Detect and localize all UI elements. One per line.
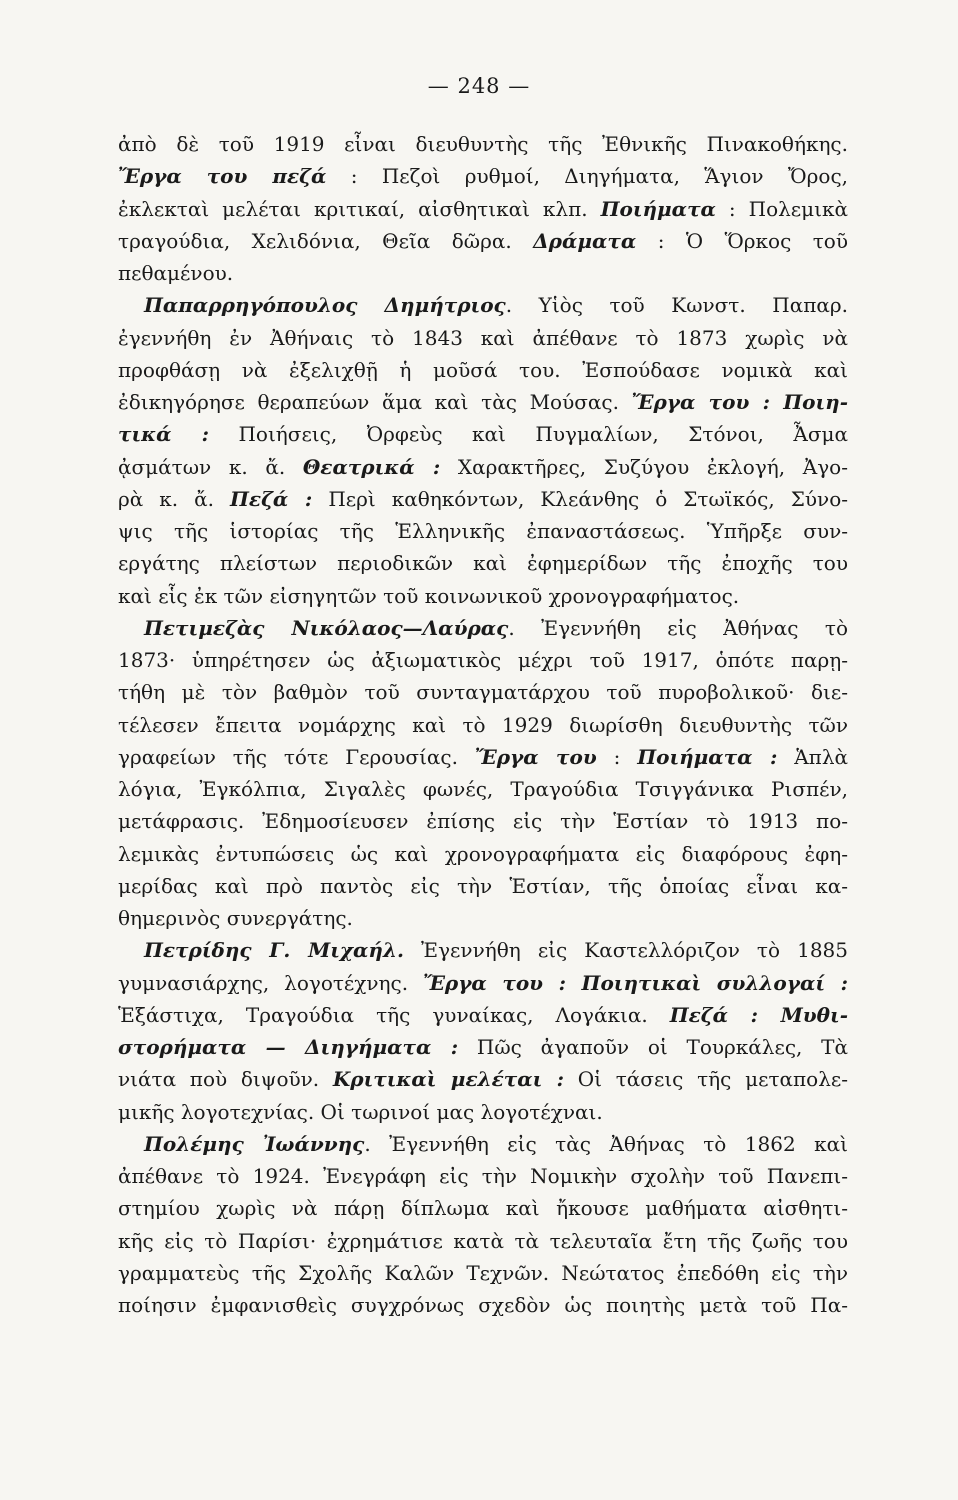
text-line — [118, 999, 848, 1031]
text-line — [118, 612, 848, 644]
bold-term: Ποιήματα : — [637, 744, 778, 769]
text-line — [118, 451, 848, 483]
text-line — [118, 257, 848, 289]
text-line — [118, 1289, 848, 1321]
bold-term: Ἔργα του πεζά — [118, 164, 327, 189]
text-line — [118, 128, 848, 160]
text-line — [118, 805, 848, 837]
text-segment: γραφείων τῆς τότε Γερουσίας. — [118, 744, 475, 769]
bold-term: Παπαρρηγόπουλος Δημήτριος — [144, 293, 506, 318]
text-line — [118, 1128, 848, 1160]
text-line — [118, 289, 848, 321]
text-segment: ᾀσμάτων κ. ἄ. — [118, 454, 303, 479]
text-segment: ποίησιν ἐμφανισθεὶς συγχρόνως σχεδὸν ὡς ποιητὴς μετὰ τοῦ Πα- — [118, 1293, 848, 1317]
text-line — [118, 580, 848, 612]
text-segment: μερίδας καὶ πρὸ παντὸς εἰς τὴν Ἑστίαν, τῆς ὁποίας εἶναι κα- — [118, 873, 848, 898]
text-line — [118, 1031, 848, 1063]
bold-term: στορήματα — Διηγήματα : — [118, 1035, 459, 1059]
bold-term: Ποιήματα — [600, 196, 716, 221]
text-segment: : Ὁ Ὅρκος τοῦ — [636, 228, 848, 253]
text-segment: Ἑξάστιχα, Τραγούδια τῆς γυναίκας, Λογάκια. — [118, 1002, 670, 1027]
bold-term: Δράματα — [533, 228, 637, 253]
text-segment: ἐκλεκταὶ μελέται κριτικαί, αἰσθητικαὶ κλπ. — [118, 196, 601, 221]
text-line — [118, 322, 848, 354]
text-segment: : Πεζοὶ ρυθμοί, Διηγήματα, Ἅγιον Ὄρος, — [326, 164, 848, 189]
text-segment: : Πολεμικὰ — [715, 196, 848, 221]
text-segment: νιάτα ποὺ διψοῦν. — [118, 1067, 333, 1092]
text-segment: τραγούδια, Χελιδόνια, Θεῖα δῶρα. — [118, 228, 534, 253]
bold-term: Πετρίδης Γ. Μιχαήλ. — [144, 938, 404, 963]
text-segment: καὶ εἷς ἐκ τῶν εἰσηγητῶν τοῦ κοινωνικοῦ χρονογραφήματος. — [118, 583, 740, 608]
text-segment: ρὰ κ. ἄ. — [118, 486, 231, 511]
text-segment: Ἁπλὰ — [777, 744, 848, 769]
text-line — [118, 1063, 848, 1095]
text-line — [118, 934, 848, 966]
text-segment: στημίου χωρὶς νὰ πάρῃ δίπλωμα καὶ ἤκουσε μαθήματα αἰσθητι- — [118, 1196, 848, 1221]
text-line — [118, 354, 848, 386]
text-line — [118, 741, 848, 773]
text-line — [118, 1192, 848, 1224]
text-line — [118, 773, 848, 805]
text-line — [118, 902, 848, 934]
text-segment: . Υἱὸς τοῦ Κωνστ. Παπαρ. — [505, 293, 848, 318]
body-text — [118, 128, 848, 1321]
text-segment: γραμματεὺς τῆς Σχολῆς Καλῶν Τεχνῶν. Νεώτατος ἐπεδόθη εἰς τὴν — [118, 1260, 848, 1285]
bold-term: τικά : — [118, 422, 209, 447]
text-line — [118, 193, 848, 225]
text-segment: Πῶς ἀγαποῦν οἱ Τουρκάλες, Τὰ — [458, 1035, 848, 1059]
text-segment: Οἱ τάσεις τῆς μεταπολε- — [564, 1067, 848, 1092]
text-line — [118, 709, 848, 741]
bold-term: Ἔργα του : Ποιη- — [631, 390, 848, 414]
page-number: — 248 — — [427, 74, 531, 98]
bold-term: Πεζά : — [230, 486, 313, 511]
text-line — [118, 483, 848, 515]
text-segment: Ποιήσεις, Ὀρφεὺς καὶ Πυγμαλίων, Στόνοι, Ἆσμα — [209, 422, 848, 447]
text-segment: Ἐγεννήθη εἰς Καστελλόριζον τὸ 1885 — [403, 938, 848, 963]
text-line — [118, 418, 848, 450]
text-line — [118, 1096, 848, 1128]
text-line — [118, 1257, 848, 1289]
text-segment: μικῆς λογοτεχνίας. Οἱ τωρινοί μας λογοτέχναι. — [118, 1099, 603, 1124]
text-segment: . Ἐγεννήθη εἰς τὰς Ἀθήνας τὸ 1862 καὶ — [364, 1131, 848, 1156]
text-segment: λεμικὰς ἐντυπώσεις ὡς καὶ χρονογραφήματα εἰς διαφόρους ἐφη- — [118, 841, 848, 866]
text-line — [118, 160, 848, 192]
text-segment: Περὶ καθηκόντων, Κλεάνθης ὁ Στωϊκός, Σύνο- — [312, 486, 848, 511]
text-segment: Χαρακτῆρες, Συζύγου ἐκλογή, Ἀγο- — [440, 454, 848, 479]
text-segment: γυμνασιάρχης, λογοτέχνης. — [118, 970, 424, 995]
text-line — [118, 967, 848, 999]
text-segment: : — [596, 744, 638, 769]
text-line — [118, 1225, 848, 1257]
text-line — [118, 386, 848, 418]
text-segment: ἐδικηγόρησε θεραπεύων ἅμα καὶ τὰς Μούσας. — [118, 390, 632, 414]
text-line — [118, 515, 848, 547]
text-segment: προφθάσῃ νὰ ἐξελιχθῇ ἡ μοῦσά του. Ἐσπούδασε νομικὰ καὶ — [118, 357, 848, 382]
text-line — [118, 838, 848, 870]
text-segment: κῆς εἰς τὸ Παρίσι· ἐχρημάτισε κατὰ τὰ τελευταῖα ἔτη τῆς ζωῆς του — [118, 1228, 848, 1253]
bold-term: Ἔργα του : Ποιητικαὶ συλλογαί : — [423, 970, 848, 995]
text-segment: 1873· ὑπηρέτησεν ὡς ἀξιωματικὸς μέχρι τοῦ 1917, ὁπότε παρῃ- — [118, 648, 848, 672]
bold-term: Θεατρικά : — [302, 454, 441, 479]
text-segment: ἀπὸ δὲ τοῦ 1919 εἶναι διευθυντὴς τῆς Ἐθνικῆς Πινακοθήκης. — [118, 132, 848, 156]
text-segment: τήθη μὲ τὸν βαθμὸν τοῦ συνταγματάρχου τοῦ πυροβολικοῦ· διε- — [118, 680, 848, 705]
text-segment: λόγια, Ἐγκόλπια, Σιγαλὲς φωνές, Τραγούδια Τσιγγάνικα Ρισπέν, — [118, 777, 848, 801]
bold-term: Πεζά : Μυθι- — [669, 1002, 848, 1027]
text-segment: ἀπέθανε τὸ 1924. Ἐνεγράφη εἰς τὴν Νομικὴν σχολὴν τοῦ Πανεπι- — [118, 1164, 848, 1188]
text-segment: θημερινὸς συνεργάτης. — [118, 906, 353, 930]
text-segment: εργάτης πλείστων περιοδικῶν καὶ ἐφημερίδων τῆς ἐποχῆς του — [118, 551, 848, 576]
bold-term: Κριτικαὶ μελέται : — [332, 1067, 565, 1092]
text-segment: . Ἐγεννήθη εἰς Ἀθήνας τὸ — [508, 615, 848, 640]
bold-term: Ἔργα του — [474, 744, 597, 769]
bold-term: Πολέμης Ἰωάννης — [144, 1131, 365, 1156]
text-line — [118, 676, 848, 708]
text-segment: ἐγεννήθη ἐν Ἀθήναις τὸ 1843 καὶ ἀπέθανε τὸ 1873 χωρὶς νὰ — [118, 325, 848, 350]
bold-term: Πετιμεζὰς Νικόλαος—Λαύρας — [144, 615, 509, 640]
text-line — [118, 644, 848, 676]
text-segment: τέλεσεν ἔπειτα νομάρχης καὶ τὸ 1929 διωρίσθη διευθυντὴς τῶν — [118, 712, 848, 737]
text-line — [118, 1160, 848, 1192]
text-segment: ψις τῆς ἱστορίας τῆς Ἑλληνικῆς ἐπαναστάσεως. Ὑπῆρξε συν- — [118, 519, 848, 543]
text-line — [118, 225, 848, 257]
text-segment: μετάφρασις. Ἐδημοσίευσεν ἐπίσης εἰς τὴν Ἑστίαν τὸ 1913 πο- — [118, 809, 848, 834]
text-line — [118, 870, 848, 902]
text-line — [118, 547, 848, 579]
text-segment: πεθαμένου. — [118, 261, 234, 285]
